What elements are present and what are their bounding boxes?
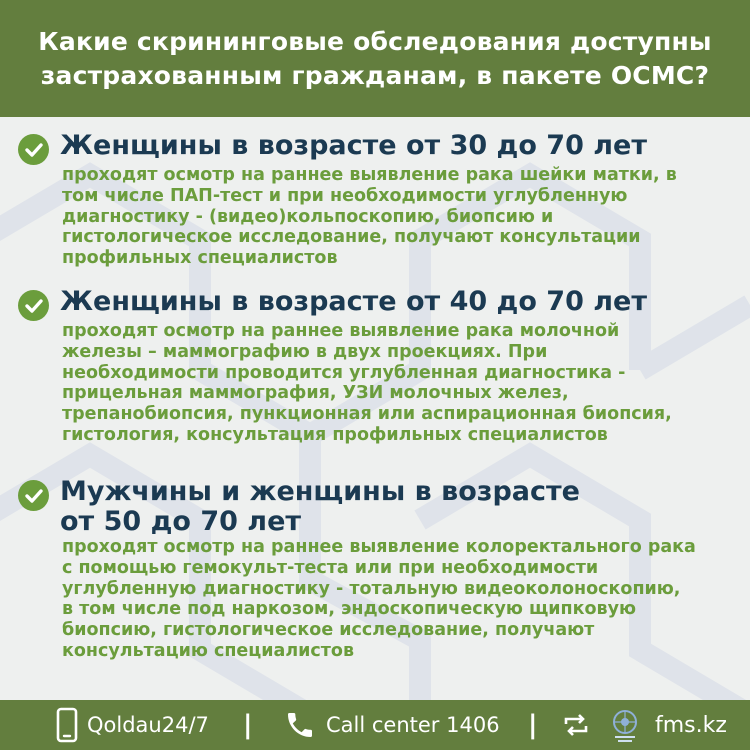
qoldau-link[interactable]: [56, 700, 209, 750]
call-center-link[interactable]: [284, 700, 500, 750]
call-center-label: Call center 1406: [326, 713, 500, 737]
footer-separator: |: [243, 710, 253, 740]
item-title: Женщины в возрасте от 40 до 70 лет: [60, 286, 648, 317]
check-circle-icon: [18, 290, 49, 321]
check-circle-icon: [18, 480, 49, 511]
screening-item-50-70: [18, 477, 738, 662]
item-title: Женщины в возрасте от 30 до 70 лет: [60, 130, 648, 161]
screening-item-40-70: [18, 287, 738, 446]
fms-site-link[interactable]: [655, 700, 727, 750]
item-description: проходят осмотр на раннее выявление рака молочной железы – маммографию в двух проекциях. При необходимости проводится углубленная диагностика - прицельная маммография, УЗИ молочных желез, трепанобиопсия, пункционная или аспирационная биопсия, гистология, консультация профильных специалистов: [62, 321, 672, 445]
item-description: проходят осмотр на раннее выявление рака шейки матки, в том числе ПАП-тест и при необходимости углубленную диагностику - (видео)кольпоскопию, биопсию и гистологическое исследование, получают консультации профильных специалистов: [62, 165, 677, 269]
item-title: Мужчины и женщины в возрасте от 50 до 70 лет: [60, 476, 580, 537]
phone-handset-icon: [284, 709, 316, 741]
check-circle-icon: [18, 134, 49, 165]
screening-item-30-70: [18, 131, 738, 269]
fms-logo: [605, 700, 645, 750]
footer-separator: |: [528, 710, 538, 740]
footer-bar: [0, 700, 750, 750]
header-banner: [0, 0, 750, 117]
site-label: fms.kz: [655, 712, 727, 738]
repost-icon[interactable]: [562, 700, 590, 750]
item-description: проходят осмотр на раннее выявление колоректального рака с помощью гемокульт-теста или при необходимости углубленную диагностику - тотальную видеоколоноскопию, в том числе под наркозом, эндоскопическую щипковую биопсию, гистологическое исследование, получают консультацию специалистов: [62, 537, 696, 661]
qoldau-label: Qoldau24/7: [87, 713, 209, 737]
page-title: Какие скрининговые обследования доступны застрахованным гражданам, в пакете ОСМС?: [38, 26, 712, 90]
phone-mobile-icon: [56, 707, 78, 743]
